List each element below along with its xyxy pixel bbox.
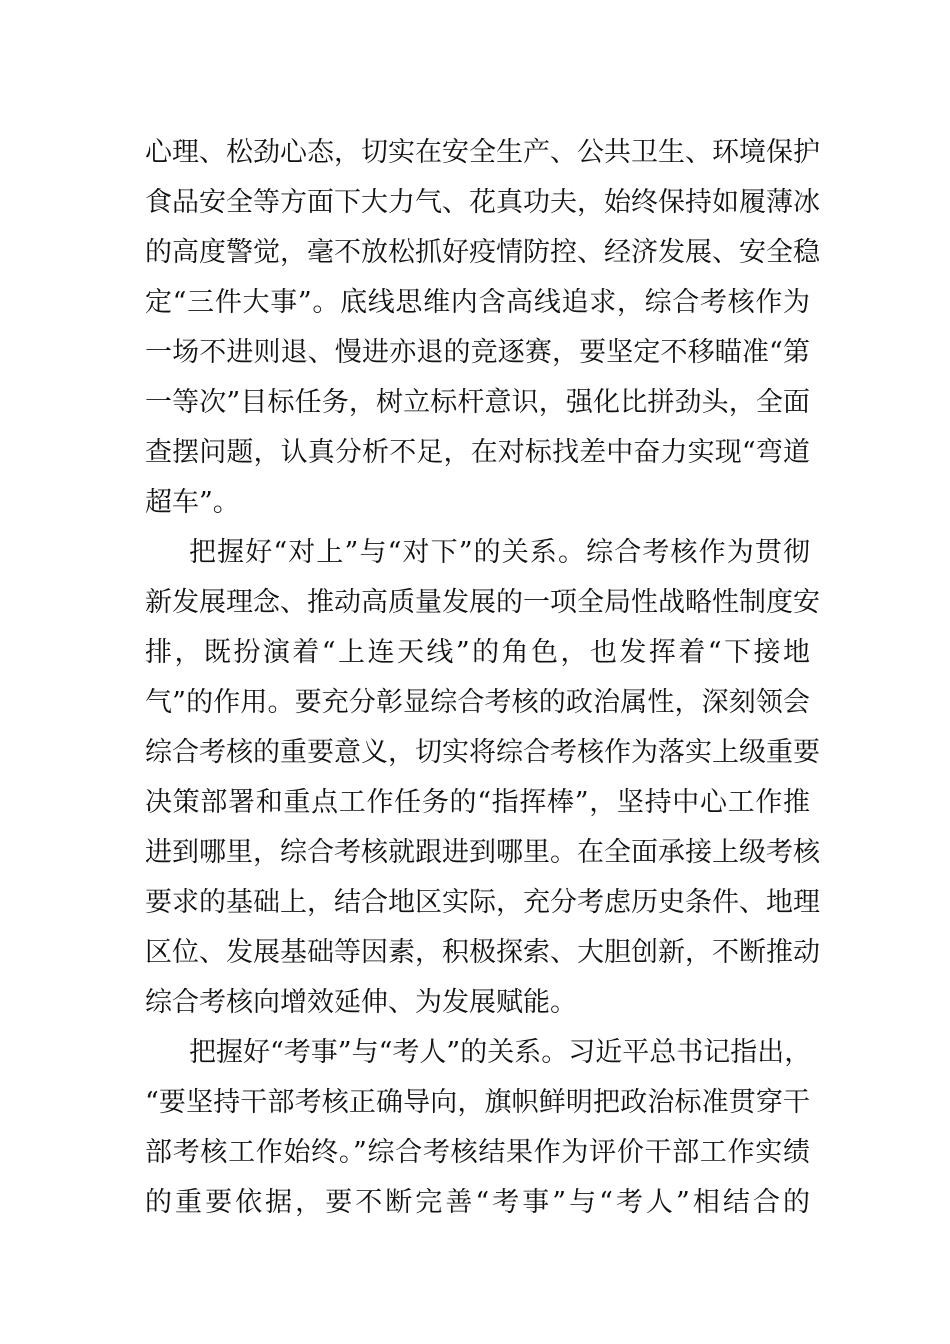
text-line: 排，既扮演着“上连天线”的角色，也发挥着“下接地 [145, 637, 810, 668]
text-line: 要求的基础上，结合地区实际，充分考虑历史条件、地理 [145, 887, 820, 918]
text-line: 新发展理念、推动高质量发展的一项全局性战略性制度安 [145, 587, 820, 618]
text-line: 部考核工作始终。”综合考核结果作为评价干部工作实绩 [145, 1137, 810, 1168]
text-line: 食品安全等方面下大力气、花真功夫，始终保持如履薄冰 [145, 187, 820, 218]
text-line: 一场不进则退、慢进亦退的竞逐赛，要坚定不移瞄准“第 [145, 337, 810, 368]
text-line: 的重要依据，要不断完善“考事”与“考人”相结合的 [145, 1187, 810, 1218]
text-line: 把握好“考事”与“考人”的关系。习近平总书记指出， [189, 1037, 812, 1068]
document-body [145, 128, 820, 1228]
paragraph-2 [145, 528, 820, 1028]
text-line: 心理、松劲心态，切实在安全生产、公共卫生、环境保护 [145, 137, 820, 168]
text-line: 定“三件大事”。底线思维内含高线追求，综合考核作为 [145, 287, 810, 318]
paragraph-3 [145, 1028, 810, 1228]
text-line: 把握好“对上”与“对下”的关系。综合考核作为贯彻 [189, 537, 810, 568]
text-line: 超车”。 [145, 487, 240, 518]
text-line: 综合考核向增效延伸、为发展赋能。 [145, 987, 577, 1018]
text-line: 区位、发展基础等因素，积极探索、大胆创新，不断推动 [145, 937, 820, 968]
text-line: “要坚持干部考核正确导向，旗帜鲜明把政治标准贯穿干 [145, 1087, 810, 1118]
text-line: 的高度警觉，毫不放松抓好疫情防控、经济发展、安全稳 [145, 237, 820, 268]
text-line: 一等次”目标任务，树立标杆意识，强化比拼劲头，全面 [145, 387, 810, 418]
text-line: 气”的作用。要充分彰显综合考核的政治属性，深刻领会 [145, 687, 810, 718]
text-line: 查摆问题，认真分析不足，在对标找差中奋力实现“弯道 [145, 437, 810, 468]
paragraph-1 [145, 128, 820, 528]
text-line: 进到哪里，综合考核就跟进到哪里。在全面承接上级考核 [145, 837, 820, 868]
text-line: 决策部署和重点工作任务的“指挥棒”，坚持中心工作推 [145, 787, 810, 818]
text-line: 综合考核的重要意义，切实将综合考核作为落实上级重要 [145, 737, 820, 768]
